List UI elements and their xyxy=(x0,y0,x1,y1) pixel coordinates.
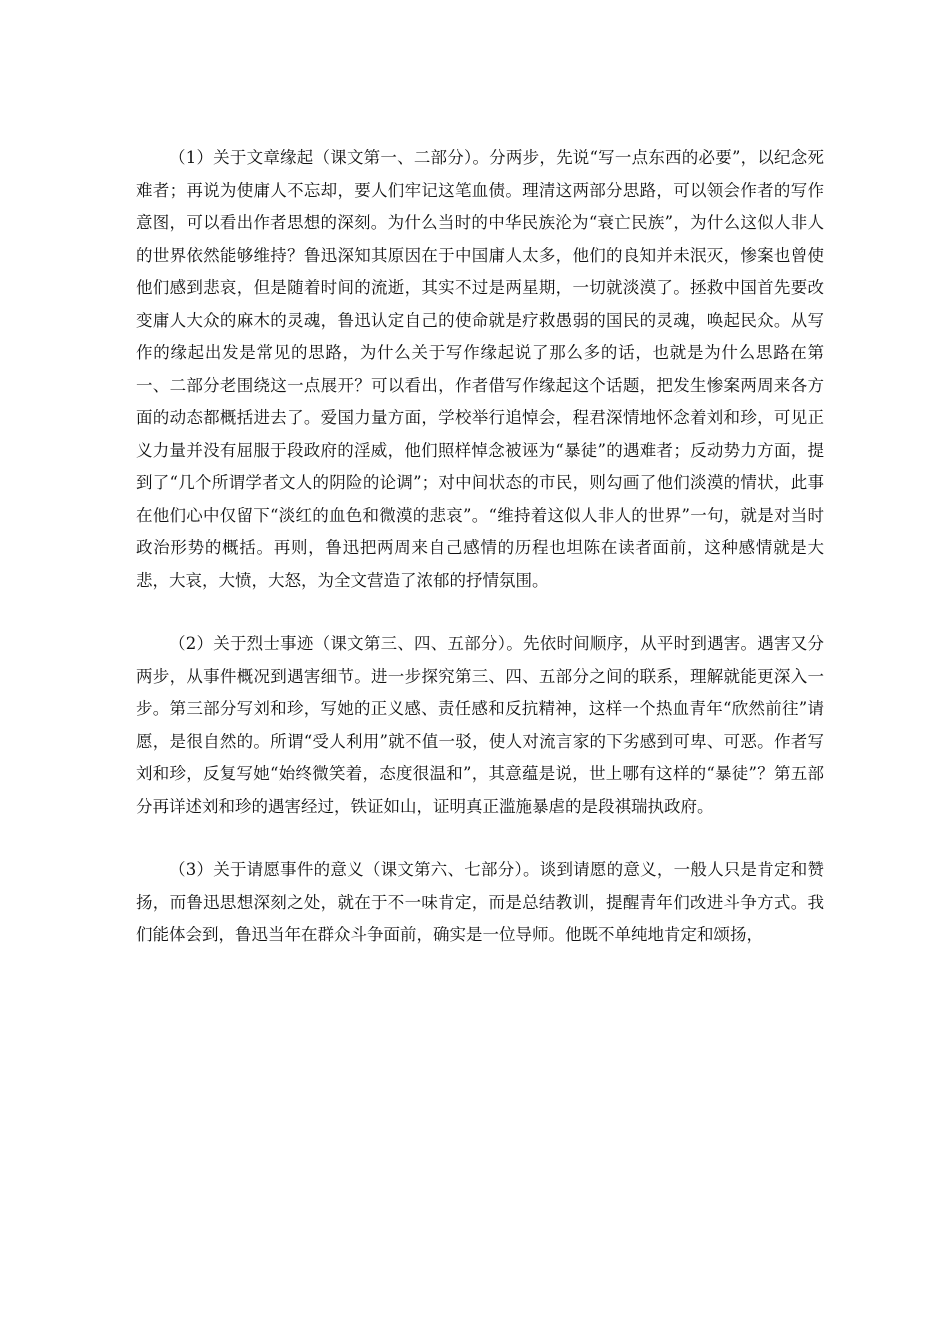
paragraph-2: （2）关于烈士事迹（课文第三、四、五部分）。先依时间顺序，从平时到遇害。遇害又分两步，从事件概况到遇害细节。进一步探究第三、四、五部分之间的联系，理解就能更深入一步。第三部分写刘和珍，写她的正义感、责任感和反抗精神，这样一个热血青年“欣然前往”请愿，是很自然的。所谓“受人利用”就不值一驳，使人对流言家的下劣感到可卑、可恶。作者写刘和珍，反复写她“始终微笑着，态度很温和”，其意蕴是说，世上哪有这样的“暴徒”？第五部分再详述刘和珍的遇害经过，铁证如山，证明真正滥施暴虐的是段祺瑞执政府。 xyxy=(136,634,824,816)
paragraph-3: （3）关于请愿事件的意义（课文第六、七部分）。谈到请愿的意义，一般人只是肯定和赞扬，而鲁迅思想深刻之处，就在于不一味肯定，而是总结教训，提醒青年们改进斗争方式。我们能体会到，鲁迅当年在群众斗争面前，确实是一位导师。他既不单纯地肯定和颂扬， xyxy=(136,860,824,944)
paragraph-1: （1）关于文章缘起（课文第一、二部分）。分两步，先说“写一点东西的必要”，以纪念死难者；再说为使庸人不忘却，要人们牢记这笔血债。理清这两部分思路，可以领会作者的写作意图，可以看出作者思想的深刻。为什么当时的中华民族沦为“衰亡民族”，为什么这似人非人的世界依然能够维持？鲁迅深知其原因在于中国庸人太多，他们的良知并未泯灭，惨案也曾使他们感到悲哀，但是随着时间的流逝，其实不过是两星期，一切就淡漠了。拯救中国首先要改变庸人大众的麻木的灵魂，鲁迅认定自己的使命就是疗救愚弱的国民的灵魂，唤起民众。从写作的缘起出发是常见的思路，为什么关于写作缘起说了那么多的话，也就是为什么思路在第一、二部分老围绕这一点展开？可以看出，作者借写作缘起这个话题，把发生惨案两周来各方面的动态都概括进去了。爱国力量方面，学校举行追悼会，程君深情地怀念着刘和珍，可见正义力量并没有屈服于段政府的淫威，他们照样悼念被诬为“暴徒”的遇难者；反动势力方面，提到了“几个所谓学者文人的阴险的论调”；对中间状态的市民，则勾画了他们淡漠的情状，此事在他们心中仅留下“淡红的血色和微漠的悲哀”。“维持着这似人非人的世界”一句，就是对当时政治形势的概括。再则，鲁迅把两周来自己感情的历程也坦陈在读者面前，这种感情就是大悲，大哀，大愤，大怒，为全文营造了浓郁的抒情氛围。 xyxy=(136,148,824,590)
document-body xyxy=(136,142,824,983)
